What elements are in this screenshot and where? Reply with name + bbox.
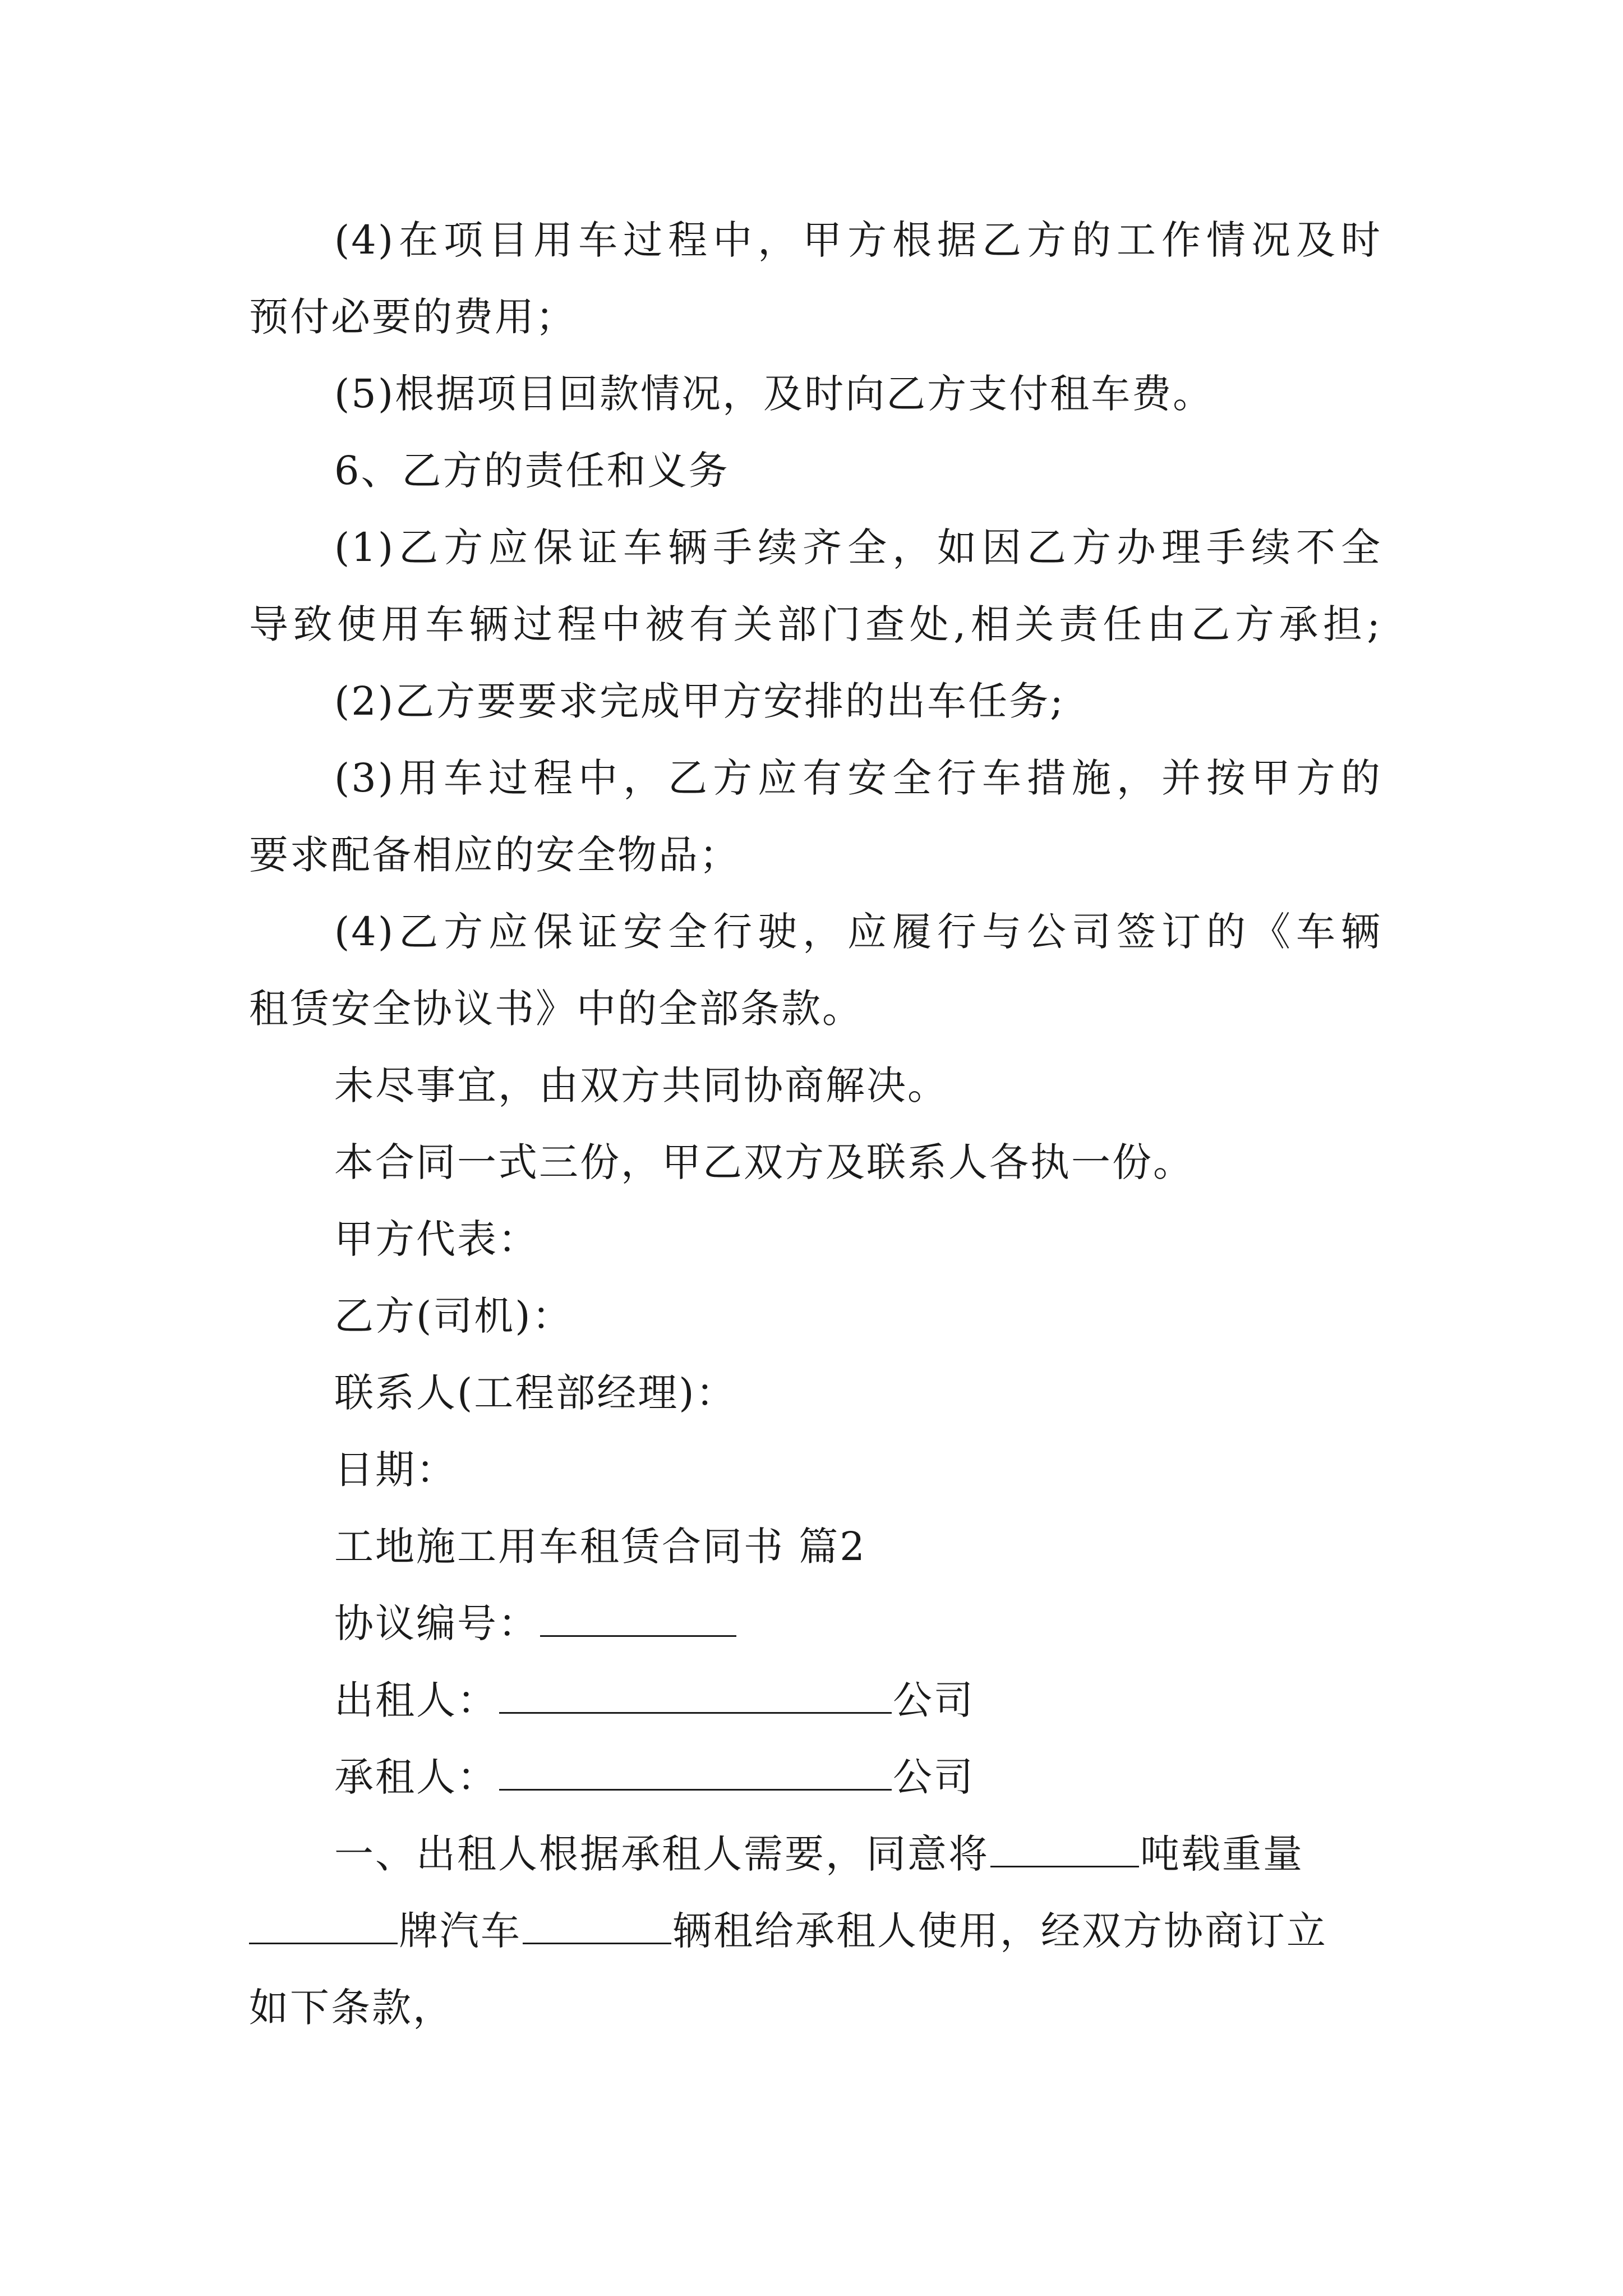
line-13: 本合同一式三份，甲乙双方及联系人各执一份。 xyxy=(334,1139,1194,1185)
clause-1-part-c: 牌汽车 xyxy=(399,1908,522,1954)
section-heading-6: 6、乙方的责任和义务 xyxy=(334,448,730,494)
lessor-suffix: 公司 xyxy=(893,1677,975,1723)
clause-1-line-1 xyxy=(249,1816,1382,1893)
document-body xyxy=(249,202,1382,2046)
lessor-label: 出租人： xyxy=(334,1677,498,1723)
lessee-label: 承租人： xyxy=(334,1754,498,1800)
line-5: (1)乙方应保证车辆手续齐全，如因乙方办理手续不全 xyxy=(334,524,1382,570)
lessor-line xyxy=(249,1662,1382,1739)
agreement-number-line xyxy=(249,1585,1382,1662)
agreement-number-blank xyxy=(540,1602,736,1637)
line-12: 未尽事宜，由双方共同协商解决。 xyxy=(334,1062,948,1108)
clause-1-part-a: 一、出租人根据承租人需要，同意将 xyxy=(334,1831,989,1877)
lessor-blank xyxy=(499,1678,892,1714)
line-2: 预付必要的费用； xyxy=(249,294,577,340)
party-b-signature-line: 乙方(司机)： xyxy=(334,1293,573,1339)
section-title: 工地施工用车租赁合同书 篇2 xyxy=(334,1524,866,1570)
date-line: 日期： xyxy=(334,1447,457,1493)
lessee-line xyxy=(249,1739,1382,1816)
line-11: 租赁安全协议书》中的全部条款。 xyxy=(249,986,863,1032)
clause-1-line-2 xyxy=(249,1893,1382,1970)
line-3: (5)根据项目回款情况，及时向乙方支付租车费。 xyxy=(334,371,1214,417)
vehicle-count-blank xyxy=(523,1909,671,1944)
tonnage-blank xyxy=(990,1832,1139,1867)
agreement-number-label: 协议编号： xyxy=(334,1600,539,1646)
lessee-suffix: 公司 xyxy=(893,1754,975,1800)
clause-1-part-d: 辆租给承租人使用，经双方协商订立 xyxy=(672,1908,1327,1954)
contact-signature-line: 联系人(工程部经理)： xyxy=(334,1370,737,1416)
line-9: 要求配备相应的安全物品； xyxy=(249,832,740,878)
party-a-signature-line: 甲方代表： xyxy=(334,1216,539,1262)
brand-blank xyxy=(249,1909,398,1944)
clause-1-part-b: 吨载重量 xyxy=(1140,1831,1304,1877)
line-7: (2)乙方要要求完成甲方安排的出车任务; xyxy=(334,678,1065,724)
clause-1-line-3: 如下条款， xyxy=(249,1985,454,2031)
line-6: 导致使用车辆过程中被有关部门查处,相关责任由乙方承担; xyxy=(249,601,1382,647)
line-10: (4)乙方应保证安全行驶，应履行与公司签订的《车辆 xyxy=(334,909,1382,955)
line-1: (4)在项目用车过程中，甲方根据乙方的工作情况及时 xyxy=(334,217,1382,263)
line-8: (3)用车过程中，乙方应有安全行车措施，并按甲方的 xyxy=(334,755,1382,801)
lessee-blank xyxy=(499,1755,892,1791)
